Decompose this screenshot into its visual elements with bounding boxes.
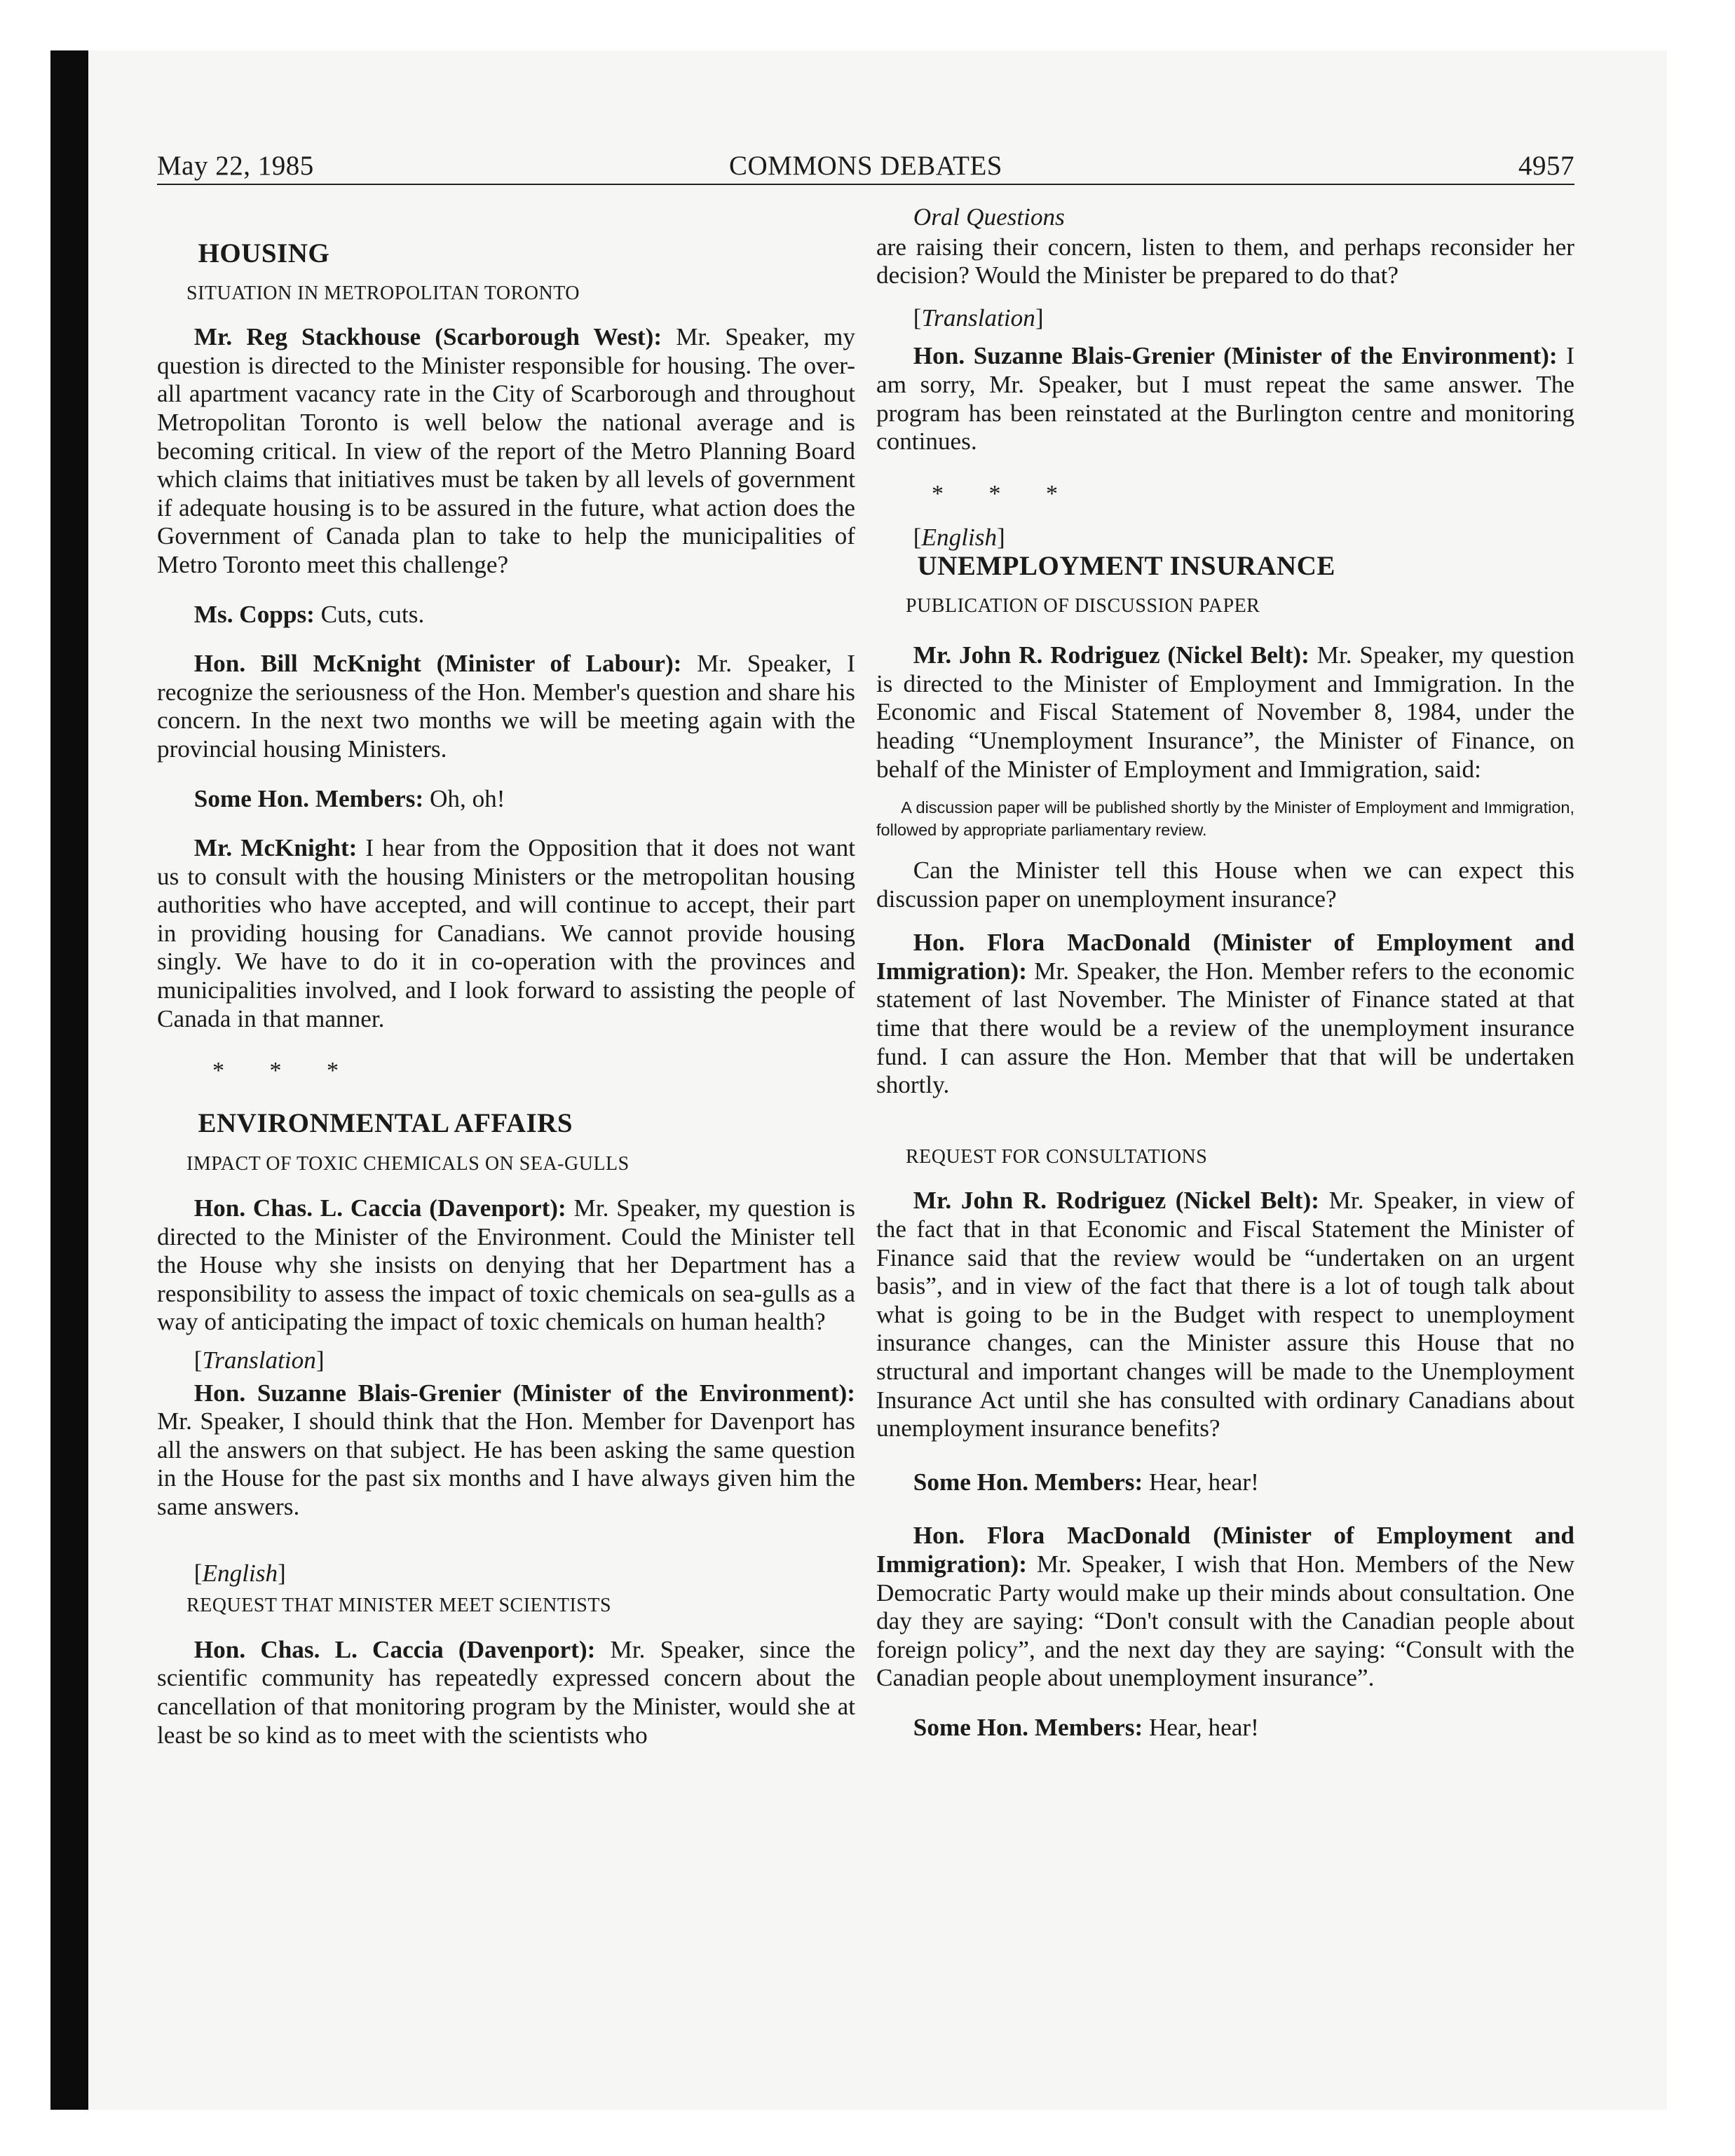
speech-mcknight-1 [157, 650, 855, 763]
speaker-name: Hon. Bill McKnight (Minister of Labour): [193, 650, 682, 678]
subheading-metro-toronto: SITUATION IN METROPOLITAN TORONTO [186, 282, 580, 304]
english-tag: [English] [913, 524, 1005, 552]
speaker-name: Hon. Suzanne Blais-Grenier (Minister of the Environment): [913, 342, 1558, 370]
subheading-discussion-paper: PUBLICATION OF DISCUSSION PAPER [906, 594, 1260, 617]
speech-rodriguez-question: Can the Minister tell this House when we can expect this discussion paper on unemployment insurance? [876, 857, 1574, 913]
speaker-name: Some Hon. Members: [913, 1713, 1143, 1741]
speaker-name: Hon. Flora MacDonald (Minister of Employment and Immigration): [876, 929, 1574, 985]
running-head [157, 147, 1574, 185]
speaker-name: Some Hon. Members: [193, 784, 424, 812]
speech-stackhouse [157, 323, 855, 579]
speech-members-2 [876, 1468, 1574, 1497]
header-page-number: 4957 [1518, 151, 1574, 181]
speaker-name: Mr. John R. Rodriguez (Nickel Belt): [913, 1187, 1319, 1215]
speech-rodriguez-2 [876, 1187, 1574, 1442]
speech-blais-grenier-1 [157, 1379, 855, 1522]
speech-macdonald-2 [876, 1522, 1574, 1693]
speaker-name: Hon. Flora MacDonald (Minister of Employment and Immigration): [876, 1522, 1574, 1578]
subheading-meet-scientists: REQUEST THAT MINISTER MEET SCIENTISTS [186, 1595, 612, 1617]
speech-members-3 [876, 1714, 1574, 1742]
left-column [157, 203, 855, 1749]
translation-tag: [Translation] [913, 303, 1044, 332]
speech-text: Hear, hear! [1143, 1713, 1259, 1741]
english-tag: [English] [193, 1559, 286, 1587]
speech-text: I hear from the Opposition that it does not want us to consult with the housing Ministers or the metropolitan housing authorities who have accepted, and will continue to accept, their part in providing housing for Canadians. We cannot provide housing singly. We have to do it in co-operation with the provinces and municipalities involved, and I look forward to assisting the people of Canada in that manner. [157, 834, 855, 1032]
section-heading-housing: HOUSING [198, 238, 330, 268]
header-date: May 22, 1985 [157, 151, 314, 181]
section-separator: * * * [932, 480, 1077, 507]
subheading-consultations: REQUEST FOR CONSULTATIONS [906, 1145, 1208, 1168]
speech-text: Mr. Speaker, since the scientific community has repeatedly expressed concern about the cancellation of that monitoring program by the Minister, would she at least be so kind as to meet with the scientists who [157, 1635, 855, 1749]
speech-rodriguez-1 [876, 641, 1574, 784]
speech-text: Mr. Speaker, I recognize the seriousness of the Hon. Member's question and share his concern. In the next two months we will be meeting again with the provincial housing Ministers. [157, 650, 855, 763]
speech-text: Oh, oh! [423, 784, 505, 812]
speech-mcknight-2 [157, 834, 855, 1033]
speaker-name: Mr. McKnight: [193, 834, 358, 862]
speech-text: Mr. Speaker, I should think that the Hon. Member for Davenport has all the answers on that subject. He has been asking the same question in the House for the past six months and I have always given him the same answers. [157, 1407, 855, 1520]
speaker-name: Hon. Chas. L. Caccia (Davenport): [193, 1635, 596, 1663]
speech-text: Mr. Speaker, the Hon. Member refers to the economic statement of last November. The Minister of Finance stated at that time that there would be a review of the unemployment insurance fund. I can assure the Hon. Member that that will be undertaken shortly. [876, 957, 1574, 1099]
speech-text: Mr. Speaker, my question is directed to the Minister of Employment and Immigration. In the Economic and Fiscal Statement of November 8, 1984, under the heading “Unemployment Insurance”, the Minister of Finance, on behalf of the Minister of Employment and Immigration, said: [876, 641, 1574, 783]
header-publication: COMMONS DEBATES [729, 151, 1002, 181]
speech-caccia-2 [157, 1636, 855, 1749]
section-heading-unemployment: UNEMPLOYMENT INSURANCE [917, 550, 1335, 581]
column-heading-oral-questions: Oral Questions [913, 203, 1065, 231]
speech-text: Cuts, cuts. [314, 600, 425, 628]
speech-members-1 [157, 785, 855, 814]
speech-text: Mr. Speaker, my question is directed to the Minister responsible for housing. The over-all apartment vacancy rate in the City of Scarborough and throughout Metropolitan Toronto is well below the national average and is becoming critical. In view of the report of the Metro Planning Board which claims that initiatives must be taken by all levels of government if adequate housing is to be assured in the future, what action does the Government of Canada plan to take to help the municipalities of Metro Toronto meet this challenge? [157, 323, 856, 578]
speaker-name: Mr. John R. Rodriguez (Nickel Belt): [913, 641, 1309, 669]
section-heading-environment: ENVIRONMENTAL AFFAIRS [198, 1107, 573, 1138]
speech-text: Mr. Speaker, in view of the fact that in that Economic and Fiscal Statement the Minister of Finance said that the review would be “undertaken on an urgent basis”, and in view of the fact that there is a lot of tough talk about what is going to be in the Budget with respect to unemployment insurance changes, can the Minister assure this House that no structural and important changes will be made to the Unemployment Insurance Act until she has consulted with ordinary Canadians about unemployment insurance benefits? [876, 1187, 1574, 1442]
speech-blais-grenier-2 [876, 342, 1574, 456]
speaker-name: Some Hon. Members: [913, 1468, 1143, 1496]
speech-text: I am sorry, Mr. Speaker, but I must repeat the same answer. The program has been reinstated at the Burlington centre and monitoring continues. [876, 342, 1575, 456]
scan-edge [50, 50, 88, 2110]
subheading-sea-gulls: IMPACT OF TOXIC CHEMICALS ON SEA-GULLS [186, 1153, 630, 1175]
speech-caccia-continued: are raising their concern, listen to them, and perhaps reconsider her decision? Would the Minister be prepared to do that? [876, 233, 1574, 289]
speech-text: Hear, hear! [1143, 1468, 1259, 1496]
speaker-name: Ms. Copps: [193, 600, 315, 628]
speech-text: Mr. Speaker, my question is directed to the Minister of the Environment. Could the Minister tell the House why she insists on denying that her Department has a responsibility to assess the impact of toxic chemicals on sea-gulls as a way of anticipating the impact of toxic chemicals on human health? [157, 1194, 856, 1336]
translation-tag: [Translation] [193, 1346, 325, 1374]
right-column [876, 203, 1574, 1742]
speech-copps [157, 601, 855, 629]
speaker-name: Hon. Suzanne Blais-Grenier (Minister of the Environment): [193, 1379, 855, 1407]
speech-macdonald-1 [876, 929, 1574, 1100]
speaker-name: Mr. Reg Stackhouse (Scarborough West): [193, 323, 662, 351]
section-separator: * * * [212, 1058, 358, 1084]
speech-caccia-1 [157, 1194, 855, 1337]
speaker-name: Hon. Chas. L. Caccia (Davenport): [193, 1194, 566, 1222]
speech-text: Mr. Speaker, I wish that Hon. Members of the New Democratic Party would make up their minds about consultation. One day they are saying: “Don't consult with the Canadian people about foreign policy”, and the next day they are saying: “Consult with the Canadian people about unemployment insurance”. [876, 1550, 1574, 1692]
quoted-statement: A discussion paper will be published shortly by the Minister of Employment and Immigration, followed by appropriate parliamentary review. [876, 798, 1574, 840]
